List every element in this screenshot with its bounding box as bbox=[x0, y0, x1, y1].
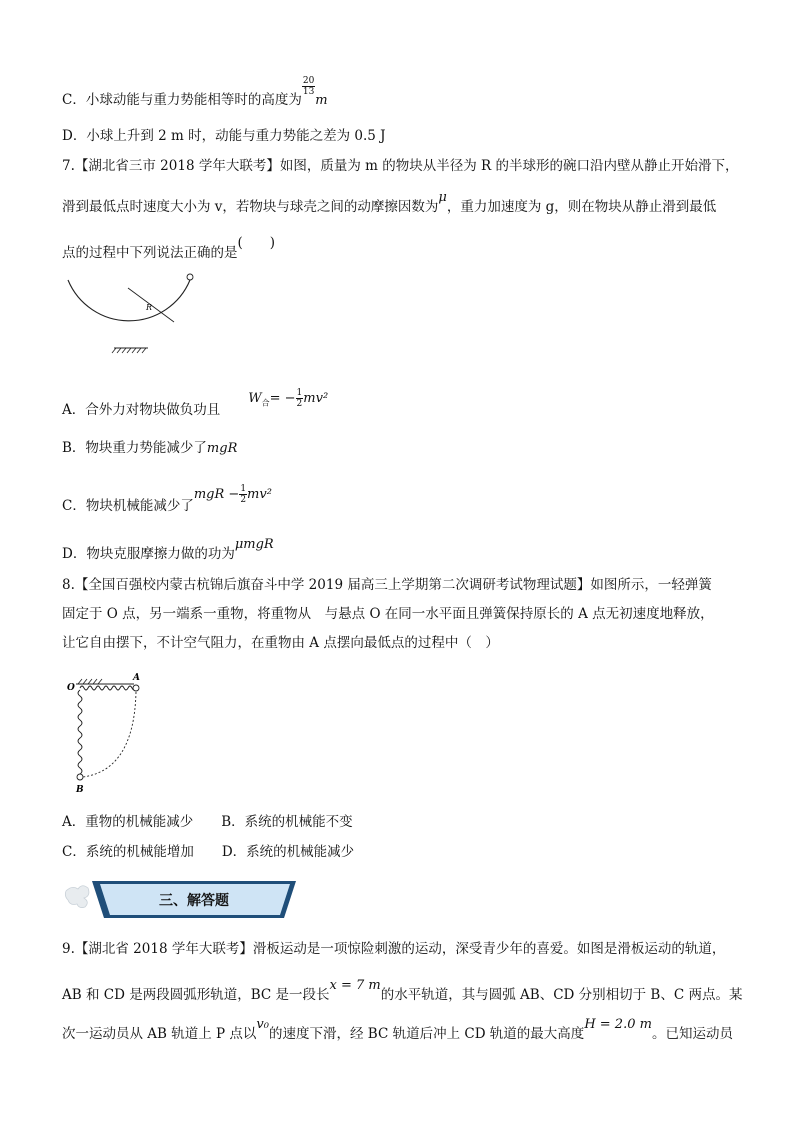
q6-option-d: D．小球上升到 2 m 时，动能与重力势能之差为 0.5 J bbox=[62, 128, 386, 144]
mv-squared: mv² bbox=[247, 487, 272, 502]
q9-length-x: x = 7 m bbox=[329, 978, 381, 993]
q9-v0-symbol: v₀ bbox=[256, 1017, 269, 1032]
mass-at-a bbox=[133, 685, 139, 691]
equals-minus: = − bbox=[269, 391, 296, 406]
q7-option-c-text: C．物块机械能减少了 bbox=[62, 498, 194, 514]
fraction-denominator: 2 bbox=[240, 495, 247, 505]
q7-option-d-text: D．物块克服摩擦力做的功为 bbox=[62, 546, 235, 562]
q7-option-c bbox=[62, 484, 272, 517]
q9-stem-3c: 。已知运动员 bbox=[651, 1026, 733, 1042]
q6-option-c-fraction bbox=[302, 76, 315, 97]
q7-option-b-math: mgR bbox=[206, 441, 238, 456]
q8-spring-figure bbox=[66, 670, 156, 798]
q7-bowl-figure bbox=[62, 272, 202, 358]
radius-label: R bbox=[146, 303, 153, 312]
q8-option-a: A．重物的机械能减少 bbox=[62, 814, 194, 830]
bowl-arc bbox=[68, 280, 190, 321]
q8-options-row-2 bbox=[62, 842, 354, 862]
q9-stem-2a: AB 和 CD 是两段圆弧形轨道，BC 是一段长 bbox=[62, 987, 330, 1003]
fraction-denominator: 2 bbox=[296, 399, 303, 409]
q9-height-h: H = 2.0 m bbox=[584, 1017, 652, 1032]
ceiling-hatch bbox=[78, 679, 102, 684]
q6-option-c-text: C．小球动能与重力势能相等时的高度为 bbox=[62, 92, 302, 108]
mv-squared: mv² bbox=[303, 391, 329, 406]
q7-option-a-text: A．合外力对物块做负功且 bbox=[62, 402, 221, 418]
q8-option-d: D．系统的机械能减少 bbox=[221, 844, 355, 860]
q7-stem-2a: 滑到最低点时速度大小为 v，若物块与球壳之间的动摩擦因数为 bbox=[62, 199, 439, 215]
q7-option-c-formula bbox=[193, 484, 272, 505]
mgr-minus: mgR − bbox=[193, 487, 240, 502]
q9-stem-line-2 bbox=[62, 978, 743, 1006]
q9-stem-3b: 的速度下滑，经 BC 轨道后冲上 CD 轨道的最大高度 bbox=[268, 1026, 585, 1042]
q7-option-d bbox=[62, 537, 274, 565]
q8-stem-line-2: 固定于 O 点，另一端系一重物，将重物从 与悬点 O 在同一水平面且弹簧保持原长的 A 点无初速度地释放， bbox=[62, 606, 714, 622]
q7-mu-symbol: μ bbox=[438, 190, 447, 205]
q9-stem-line-3 bbox=[62, 1017, 733, 1045]
q6-option-c bbox=[62, 76, 328, 111]
q7-stem-line-2 bbox=[62, 190, 717, 218]
vertical-spring bbox=[78, 690, 82, 774]
q7-option-b-text: B．物块重力势能减少了 bbox=[62, 440, 207, 456]
section-title: 三、解答题 bbox=[159, 893, 229, 909]
horizontal-spring bbox=[80, 686, 136, 690]
work-symbol: W bbox=[248, 391, 262, 406]
q7-option-a-formula bbox=[248, 388, 329, 409]
banner-cloud-decoration bbox=[65, 886, 89, 908]
label-b: B bbox=[76, 785, 84, 795]
mass-at-b bbox=[77, 774, 83, 780]
label-a: A bbox=[133, 673, 140, 683]
fraction-numerator: 1 bbox=[240, 484, 247, 494]
q7-stem-line-3 bbox=[62, 235, 276, 263]
q6-option-c-unit: m bbox=[315, 93, 328, 108]
fraction-denominator: 13 bbox=[302, 87, 315, 97]
q8-options-row-1 bbox=[62, 812, 353, 832]
swing-path bbox=[83, 692, 136, 777]
fraction-numerator: 1 bbox=[296, 388, 303, 398]
fraction-numerator: 20 bbox=[302, 76, 315, 86]
work-subscript: 合 bbox=[261, 398, 270, 408]
q7-option-c-fraction bbox=[239, 484, 247, 505]
q8-stem-line-3: 让它自由摆下，不计空气阻力，在重物由 A 点摆向最低点的过程中（ ） bbox=[62, 635, 499, 651]
section-banner bbox=[62, 877, 300, 922]
q9-stem-line-1: 9.【湖北省 2018 学年大联考】滑板运动是一项惊险刺激的运动，深受青少年的喜爱。如图是滑板运动的轨道， bbox=[62, 941, 726, 957]
q7-option-a bbox=[62, 388, 329, 426]
q8-option-c: C．系统的机械能增加 bbox=[62, 844, 194, 860]
q7-stem-2b: ，重力加速度为 g，则在物块从静止滑到最低 bbox=[446, 199, 717, 215]
q7-option-b bbox=[62, 438, 237, 459]
ground-hatch bbox=[112, 348, 146, 353]
block-on-rim bbox=[187, 274, 193, 280]
q8-option-b: B．系统的机械能不变 bbox=[221, 814, 353, 830]
q9-stem-3a: 次一运动员从 AB 轨道上 P 点以 bbox=[62, 1026, 257, 1042]
q7-stem-line-1: 7.【湖北省三市 2018 学年大联考】如图，质量为 m 的物块从半径为 R 的半球形的碗口沿内壁从静止开始滑下， bbox=[62, 158, 739, 174]
q9-stem-2b: 的水平轨道，其与圆弧 AB、CD 分别相切于 B、C 两点。某 bbox=[380, 987, 743, 1003]
q8-stem-line-1: 8.【全国百强校内蒙古杭锦后旗奋斗中学 2019 届高三上学期第二次调研考试物理试题】如图所示，一轻弹簧 bbox=[62, 577, 712, 593]
label-o: O bbox=[67, 683, 75, 693]
q7-answer-paren: ( ) bbox=[237, 235, 276, 251]
q7-option-d-math: μmgR bbox=[234, 537, 274, 552]
q7-stem-3: 点的过程中下列说法正确的是 bbox=[62, 245, 238, 261]
